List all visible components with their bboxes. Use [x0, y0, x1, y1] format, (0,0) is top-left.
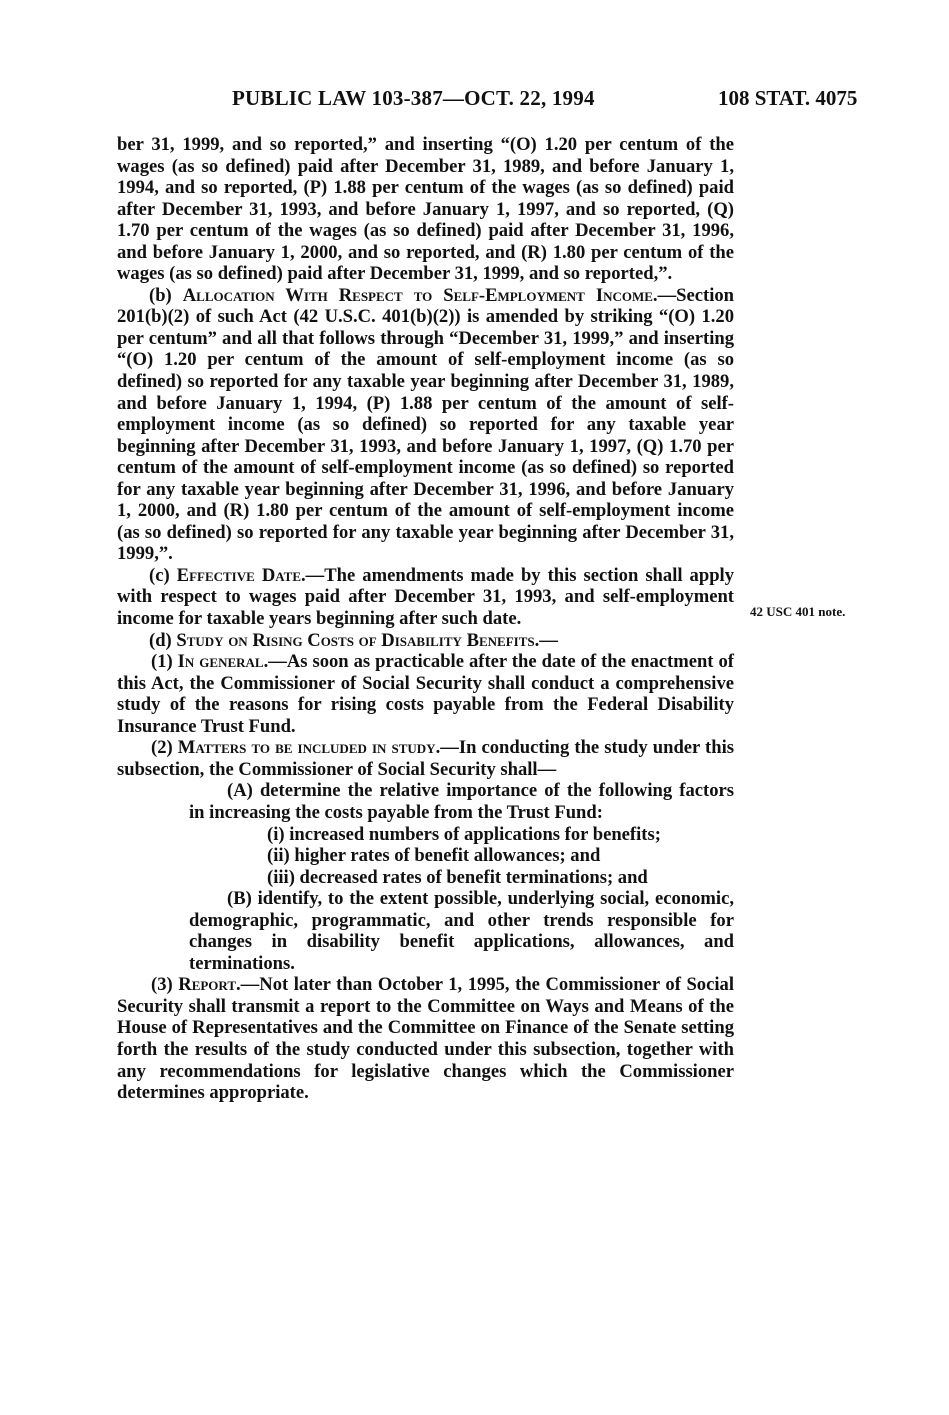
margin-citation-note: 42 USC 401 note.: [750, 604, 846, 619]
paragraph-d2-text: —In conducting the study under this subsection, the Commissioner of Social Security shall—: [117, 737, 734, 780]
subsection-d: [117, 630, 734, 652]
paragraph-d2-label: (2): [151, 737, 178, 759]
subclause-iii: (iii) decreased rates of benefit terminations; and: [267, 866, 648, 888]
subsection-b-heading: Allocation With Respect to Self-Employment Income.: [182, 284, 658, 306]
stat-page-number: 108 STAT. 4075: [718, 86, 858, 110]
paragraph-d1-text: —As soon as practicable after the date of the enactment of this Act, the Commissioner of Social Security shall conduct a comprehensive study of the reasons for rising costs payable from the Federal Disability Insurance Trust Fund.: [117, 651, 734, 737]
statute-body: [117, 134, 734, 1104]
subsection-c-heading: Effective Date.: [176, 564, 306, 586]
paragraph-d3: [83, 974, 734, 1103]
clause-B: (B) identify, to the extent possible, underlying social, economic, demographic, programmatic, and other trends responsible for changes in disability benefit applications, allowances, and terminations.: [189, 888, 734, 974]
subsection-d-heading: Study on Rising Costs of Disability Benefits.: [176, 629, 540, 651]
subsection-d-text: —: [539, 629, 558, 651]
paragraph-d3-heading: Report.: [178, 974, 241, 996]
paragraph-continuation: ber 31, 1999, and so reported,” and inserting “(O) 1.20 per centum of the wages (as so defined) paid after December 31, 1989, and before January 1, 1994, and so reported, (P) 1.88 per centum of the wages (as so defined) paid after December 31, 1993, and before January 1, 1997, and so reported, (Q) 1.70 per centum of the wages (as so defined) paid after December 31, 1996, and before January 1, 2000, and so reported, and (R) 1.80 per centum of the wages (as so defined) paid after December 31, 1999, and so reported,”.: [117, 134, 734, 285]
subsection-b-label: (b): [149, 284, 183, 306]
running-head-title: PUBLIC LAW 103-387—OCT. 22, 1994: [232, 86, 595, 110]
subsection-c-label: (c): [149, 564, 177, 586]
subsection-c: [117, 565, 734, 630]
page-header: [0, 86, 949, 116]
subclause-i: (i) increased numbers of applications for benefits;: [267, 823, 661, 845]
paragraph-d1-heading: In general.: [177, 651, 269, 673]
subsection-c-text: —The amendments made by this section shall apply with respect to wages paid after December 31, 1993, and self-employment income for taxable years beginning after such date.: [117, 564, 734, 630]
subclause-ii: (ii) higher rates of benefit allowances; and: [267, 845, 601, 867]
subsection-d-label: (d): [149, 629, 177, 651]
paragraph-d3-text: —Not later than October 1, 1995, the Commissioner of Social Security shall transmit a report to the Committee on Ways and Means of the House of Representatives and the Committee on Finance of the Senate setting forth the results of the study conducted under this subsection, together with any recommendations for legislative changes which the Commissioner determines appropriate.: [117, 974, 734, 1104]
subsection-b-text: —Section 201(b)(2) of such Act (42 U.S.C. 401(b)(2)) is amended by striking “(O) 1.20 per centum” and all that follows through “December 31, 1999,” and inserting “(O) 1.20 per centum of the amount of self-employment income (as so defined) so reported for any taxable year beginning after December 31, 1989, and before January 1, 1994, (P) 1.88 per centum of the amount of self-employment income (as so defined) so reported for any taxable year beginning after December 31, 1993, and before January 1, 1997, (Q) 1.70 per centum of the amount of self-employment income (as so defined) so reported for any taxable year beginning after December 31, 1996, and before January 1, 2000, and (R) 1.80 per centum of the amount of self-employment income (as so defined) so reported for any taxable year beginning after December 31, 1999,”.: [117, 284, 734, 565]
subsection-b: [117, 285, 734, 565]
clause-A: (A) determine the relative importance of the following factors in increasing the costs payable from the Trust Fund:: [189, 780, 734, 823]
paragraph-d2-heading: Matters to be included in study.: [177, 737, 441, 759]
paragraph-d1-label: (1): [151, 651, 178, 673]
paragraph-d3-label: (3): [151, 974, 179, 996]
paragraph-d2: [83, 737, 734, 780]
paragraph-d1: [83, 651, 734, 737]
